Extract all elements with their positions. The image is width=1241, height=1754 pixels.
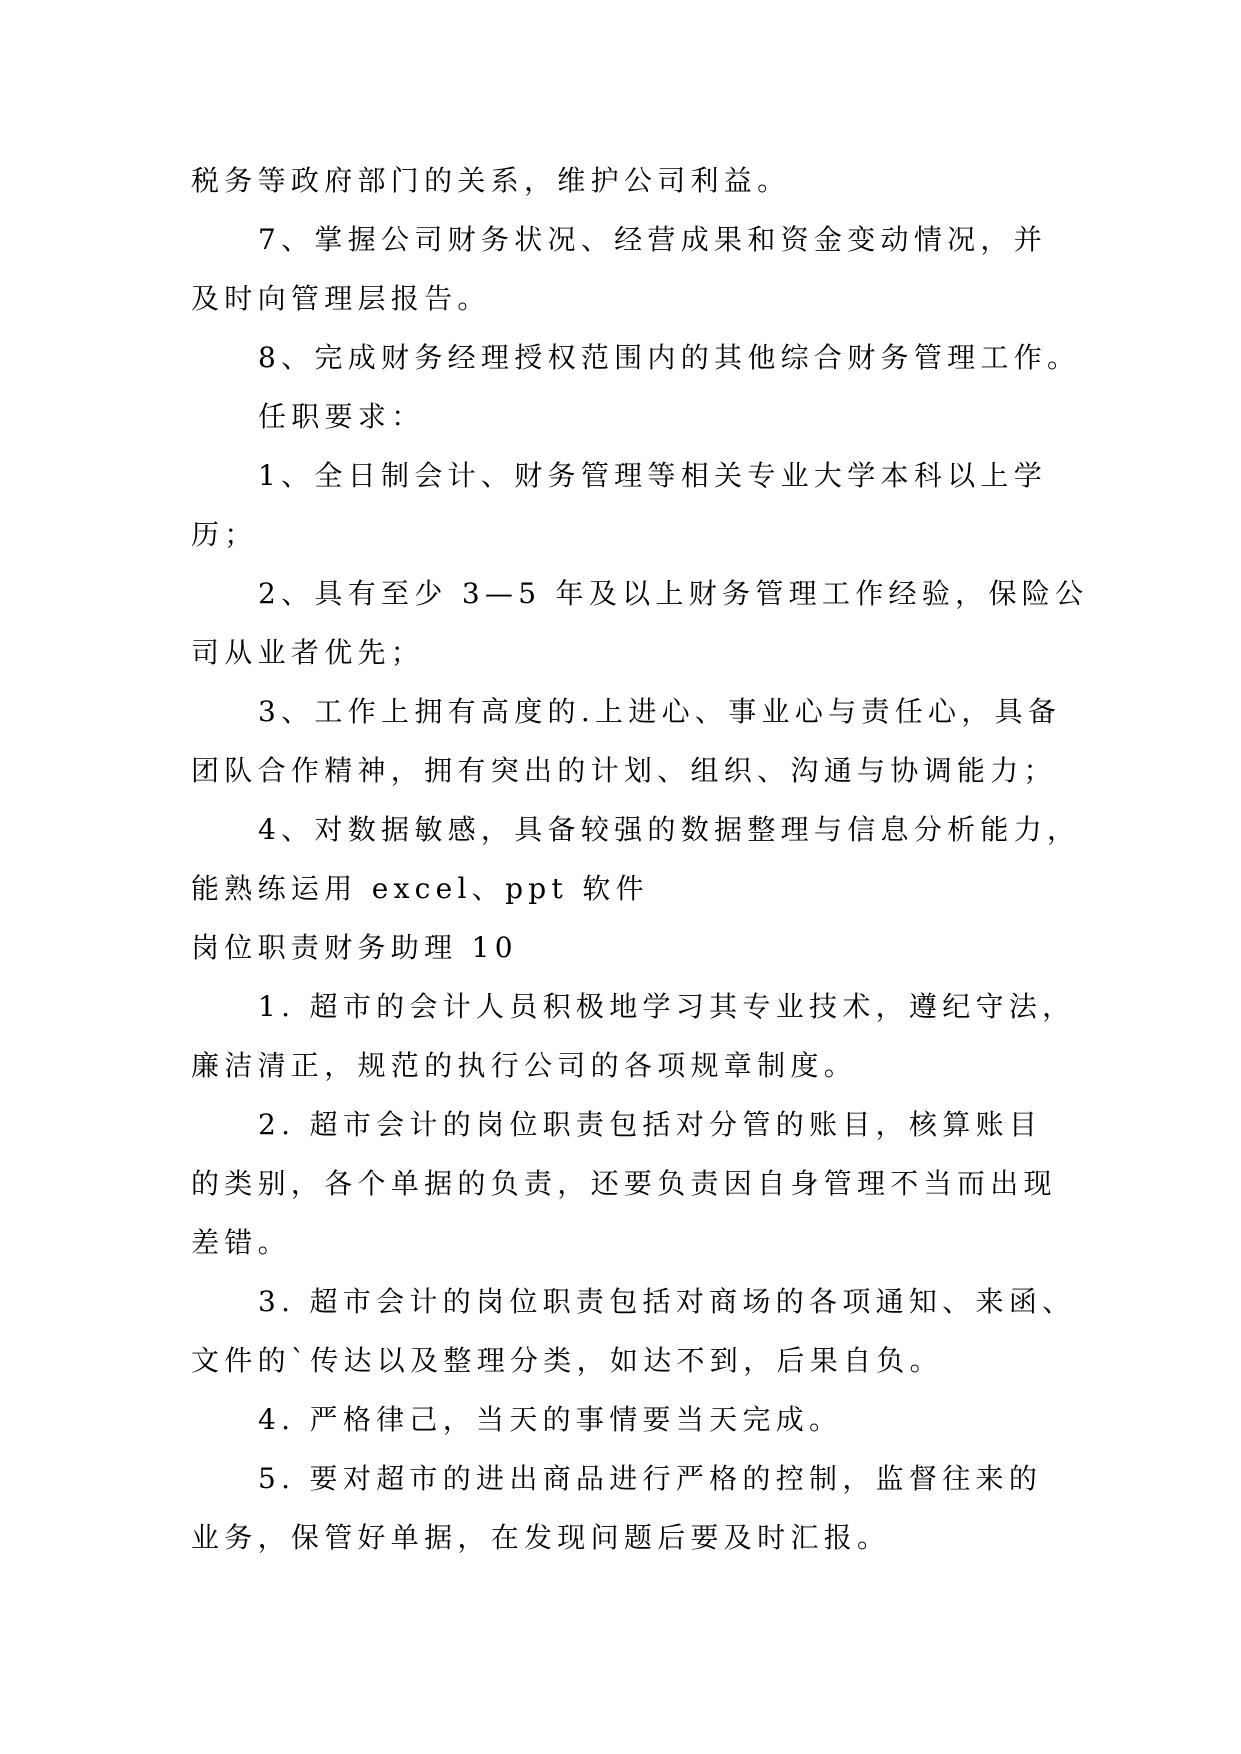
requirement-item — [191, 682, 1091, 800]
paragraph-line: 能熟练运用 excel、ppt 软件 — [191, 872, 649, 905]
section-item — [191, 977, 1091, 1095]
section-title: 岗位职责财务助理 10 — [191, 931, 518, 964]
section-item — [191, 1272, 1091, 1390]
section-item — [191, 1449, 1091, 1567]
requirement-item — [191, 800, 1091, 918]
section-item — [191, 1095, 1091, 1272]
paragraph-line: 2、具有至少 3—5 年及以上财务管理工作经验，保险公 — [258, 577, 1089, 610]
paragraph-line: 业务，保管好单据，在发现问题后要及时汇报。 — [191, 1521, 891, 1554]
requirement-item — [191, 564, 1091, 682]
duty-item — [191, 210, 1091, 328]
paragraph-line: 5. 要对超市的进出商品进行严格的控制，监督往来的 — [258, 1462, 1043, 1495]
paragraph-line: 1. 超市的会计人员积极地学习其专业技术，遵纪守法， — [258, 990, 1076, 1023]
paragraph-line: 7、掌握公司财务状况、经营成果和资金变动情况，并 — [258, 223, 1048, 256]
paragraph-line: 团队合作精神，拥有突出的计划、组织、沟通与协调能力； — [191, 754, 1057, 787]
paragraph-line: 3、工作上拥有高度的.上进心、事业心与责任心，具备 — [258, 695, 1062, 728]
paragraph-line: 8、完成财务经理授权范围内的其他综合财务管理工作。 — [258, 341, 1081, 374]
paragraph-line: 3. 超市会计的岗位职责包括对商场的各项通知、来函、 — [258, 1285, 1076, 1318]
requirements-heading: 任职要求： — [258, 400, 425, 433]
paragraph-line: 税务等政府部门的关系，维护公司利益。 — [191, 164, 791, 197]
paragraph-line: 的类别，各个单据的负责，还要负责因自身管理不当而出现 — [191, 1167, 1057, 1200]
paragraph-line: 历； — [191, 518, 258, 551]
page-body — [191, 151, 1091, 1567]
paragraph-line: 及时向管理层报告。 — [191, 282, 491, 315]
paragraph-line: 差错。 — [191, 1226, 291, 1259]
requirement-item — [191, 446, 1091, 564]
paragraph-line: 廉洁清正，规范的执行公司的各项规章制度。 — [191, 1049, 858, 1082]
paragraph-line: 1、全日制会计、财务管理等相关专业大学本科以上学 — [258, 459, 1048, 492]
section-item — [191, 1390, 1091, 1449]
continued-paragraph — [191, 151, 1091, 210]
paragraph-line: 司从业者优先； — [191, 636, 425, 669]
duty-item — [191, 328, 1091, 387]
paragraph-line: 2. 超市会计的岗位职责包括对分管的账目，核算账目 — [258, 1108, 1043, 1141]
paragraph-line: 4、对数据敏感，具备较强的数据整理与信息分析能力， — [258, 813, 1081, 846]
paragraph-line: 文件的`传达以及整理分类，如达不到，后果自负。 — [191, 1344, 943, 1377]
paragraph-line: 4. 严格律己，当天的事情要当天完成。 — [258, 1403, 843, 1436]
